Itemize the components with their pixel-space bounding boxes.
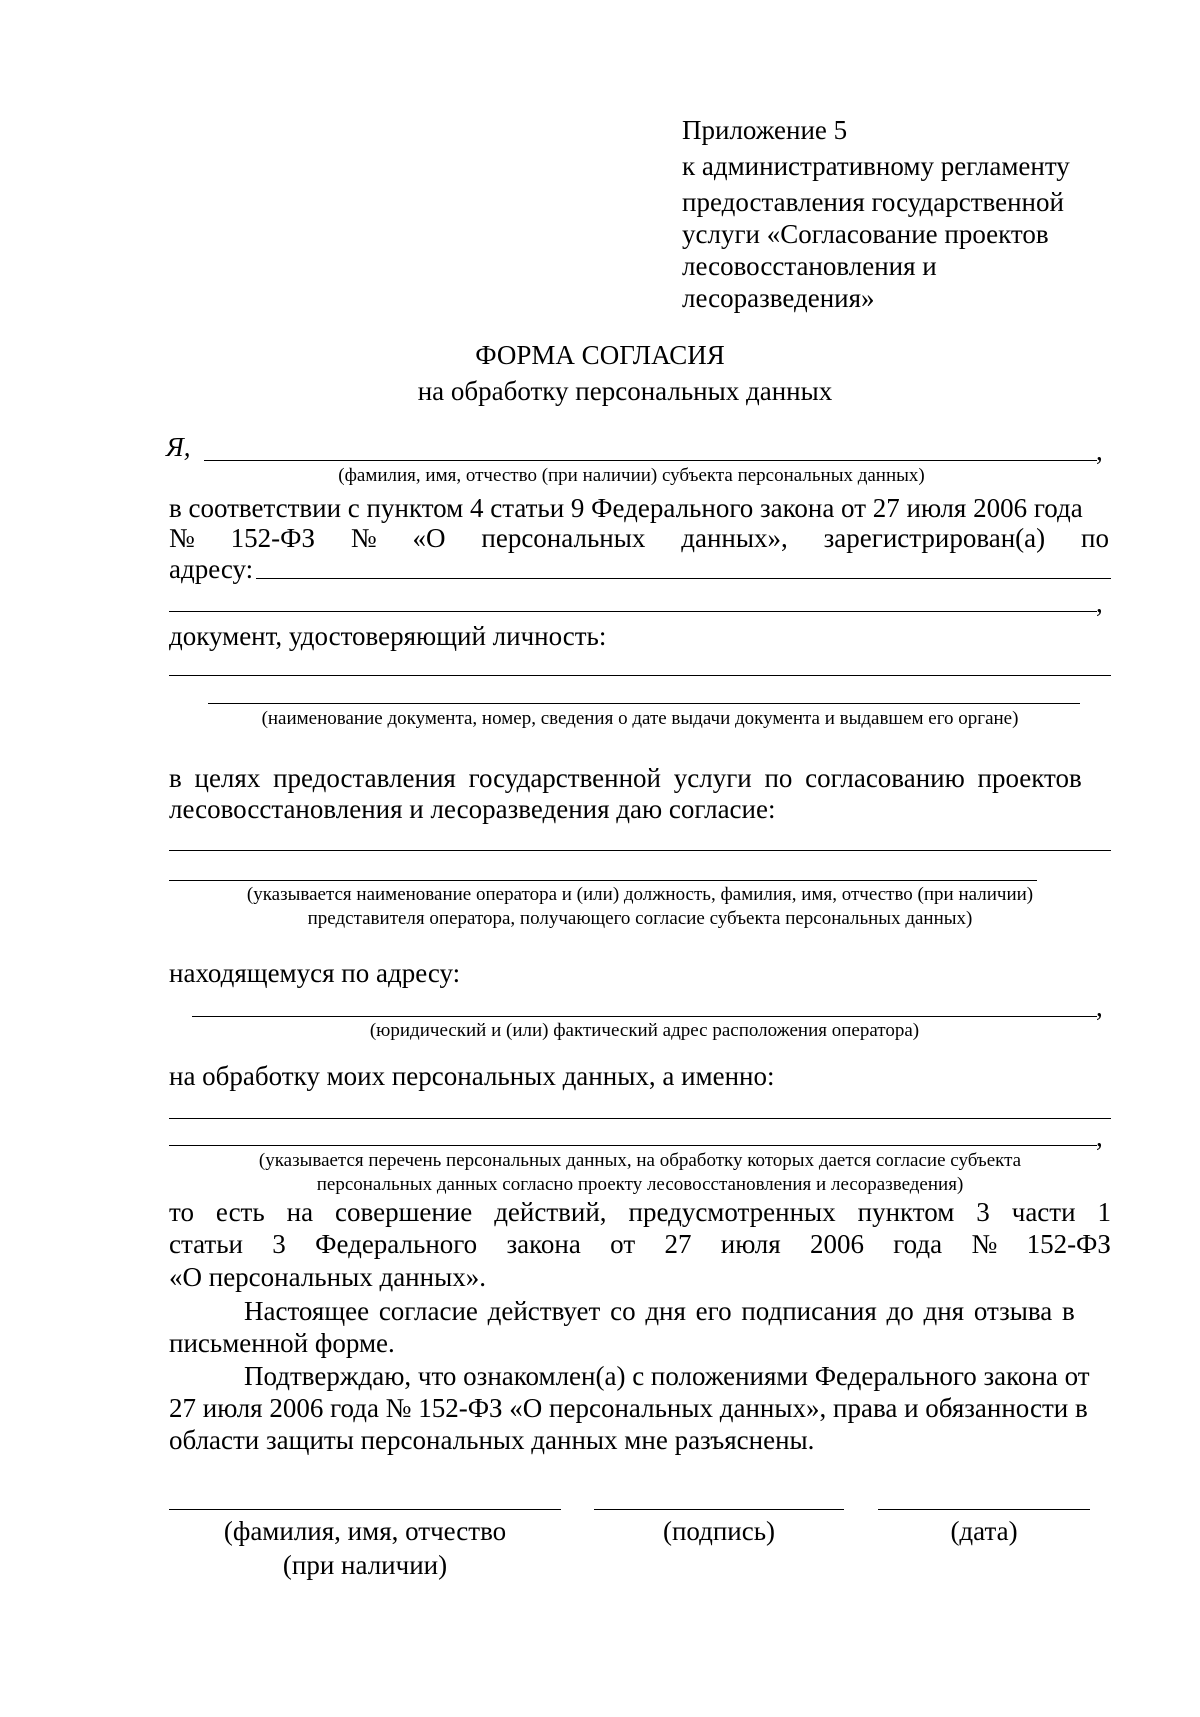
ya-label: Я, bbox=[166, 432, 191, 462]
purpose-line: лесовосстановления и лесоразведения даю согласие: bbox=[169, 794, 776, 824]
word: 3 bbox=[976, 1197, 990, 1227]
appendix-text-line: услуги «Согласование проектов bbox=[682, 219, 1049, 249]
word: по bbox=[1081, 523, 1109, 553]
word: 27 bbox=[664, 1229, 692, 1259]
word: есть bbox=[215, 1197, 265, 1227]
word: года bbox=[893, 1229, 943, 1259]
actions-line-justified bbox=[169, 1197, 1111, 1227]
address-label: адресу: bbox=[169, 554, 254, 584]
word: на bbox=[286, 1197, 314, 1227]
word: 152-ФЗ bbox=[230, 523, 315, 553]
document-caption: (наименование документа, номер, сведения о дате выдачи документа и выдавшем его органе) bbox=[261, 708, 1019, 729]
form-subtitle: на обработку персональных данных bbox=[417, 376, 833, 406]
fio-caption: (фамилия, имя, отчество (при наличии) субъекта персональных данных) bbox=[338, 465, 925, 486]
word: 2006 bbox=[809, 1229, 864, 1259]
data-list-field-line[interactable] bbox=[169, 1118, 1111, 1119]
word: № bbox=[971, 1229, 998, 1259]
word: зарегистрирован(а) bbox=[823, 523, 1046, 553]
word: 1 bbox=[1097, 1197, 1111, 1227]
confirm-line: 27 июля 2006 года № 152-ФЗ «О персональных данных», права и обязанности в bbox=[169, 1393, 1088, 1423]
word: закона bbox=[506, 1229, 581, 1259]
comma: , bbox=[1096, 436, 1103, 466]
word: 3 bbox=[272, 1229, 286, 1259]
appendix-text-line: лесовосстановления и bbox=[682, 251, 937, 281]
signature-date-caption: (дата) bbox=[950, 1516, 1018, 1546]
document-field-line[interactable] bbox=[169, 675, 1111, 676]
operator-address-field-line[interactable] bbox=[192, 1016, 1097, 1017]
actions-line: «О персональных данных». bbox=[169, 1262, 486, 1292]
appendix-text-line: к административному регламенту bbox=[682, 151, 1070, 181]
document-label: документ, удостоверяющий личность: bbox=[169, 621, 607, 651]
word: части bbox=[1011, 1197, 1076, 1227]
word: персональных bbox=[481, 523, 646, 553]
word: предусмотренных bbox=[628, 1197, 836, 1227]
operator-caption: (указывается наименование оператора и (или) должность, фамилия, имя, отчество (при наличии) bbox=[246, 884, 1034, 905]
data-list-field-line-2[interactable] bbox=[169, 1145, 1097, 1146]
data-list-caption: персональных данных согласно проекту лесовосстановления и лесоразведения) bbox=[316, 1174, 964, 1195]
appendix-number: Приложение 5 bbox=[682, 115, 848, 145]
law-line-justified bbox=[169, 523, 1109, 553]
operator-address-caption: (юридический и (или) фактический адрес расположения оператора) bbox=[369, 1020, 920, 1041]
word: Федерального bbox=[315, 1229, 478, 1259]
word: статьи bbox=[169, 1229, 243, 1259]
signature-sign-caption: (подпись) bbox=[662, 1516, 776, 1546]
word: данных», bbox=[681, 523, 788, 553]
confirm-line: Подтверждаю, что ознакомлен(а) с положениями Федерального закона от bbox=[244, 1361, 1090, 1391]
operator-caption: представителя оператора, получающего согласие субъекта персональных данных) bbox=[307, 908, 973, 929]
word: июля bbox=[720, 1229, 781, 1259]
comma: , bbox=[1096, 588, 1103, 618]
word: действий, bbox=[494, 1197, 607, 1227]
law-line: в соответствии с пунктом 4 статьи 9 Федерального закона от 27 июля 2006 года bbox=[169, 493, 1083, 523]
appendix-text-line: предоставления государственной bbox=[682, 187, 1064, 217]
signature-fio-line[interactable] bbox=[169, 1509, 561, 1510]
document-field-line-2[interactable] bbox=[208, 703, 1080, 704]
word: 152-ФЗ bbox=[1026, 1229, 1111, 1259]
appendix-text-line: лесоразведения» bbox=[682, 283, 875, 313]
word: от bbox=[610, 1229, 636, 1259]
data-list-caption: (указывается перечень персональных данных, на обработку которых дается согласие субъекта bbox=[258, 1150, 1022, 1171]
word: пунктом bbox=[857, 1197, 955, 1227]
comma: , bbox=[1096, 1122, 1103, 1152]
word: № bbox=[169, 523, 195, 553]
comma: , bbox=[1096, 992, 1103, 1022]
word: «О bbox=[412, 523, 446, 553]
validity-line: Настоящее согласие действует со дня его подписания до дня отзыва в bbox=[244, 1296, 1075, 1326]
operator-field-line[interactable] bbox=[169, 850, 1111, 851]
validity-line: письменной форме. bbox=[169, 1328, 395, 1358]
word: совершение bbox=[335, 1197, 473, 1227]
address-field-line[interactable] bbox=[256, 578, 1111, 579]
form-title: ФОРМА СОГЛАСИЯ bbox=[475, 340, 725, 370]
signature-fio-caption: (фамилия, имя, отчество bbox=[223, 1516, 507, 1546]
signature-date-line[interactable] bbox=[878, 1509, 1090, 1510]
processing-label: на обработку моих персональных данных, а именно: bbox=[169, 1061, 775, 1091]
address-field-line-2[interactable] bbox=[169, 611, 1097, 612]
operator-field-line-2[interactable] bbox=[169, 880, 1037, 881]
word: № bbox=[350, 523, 377, 553]
fio-field-line[interactable] bbox=[204, 460, 1097, 461]
purpose-line: в целях предоставления государственной услуги по согласованию проектов bbox=[169, 763, 1082, 793]
signature-fio-caption: (при наличии) bbox=[282, 1550, 448, 1580]
word: то bbox=[169, 1197, 194, 1227]
signature-sign-line[interactable] bbox=[594, 1509, 844, 1510]
located-label: находящемуся по адресу: bbox=[169, 958, 461, 988]
actions-line-justified bbox=[169, 1229, 1111, 1259]
confirm-line: области защиты персональных данных мне разъяснены. bbox=[169, 1425, 815, 1455]
